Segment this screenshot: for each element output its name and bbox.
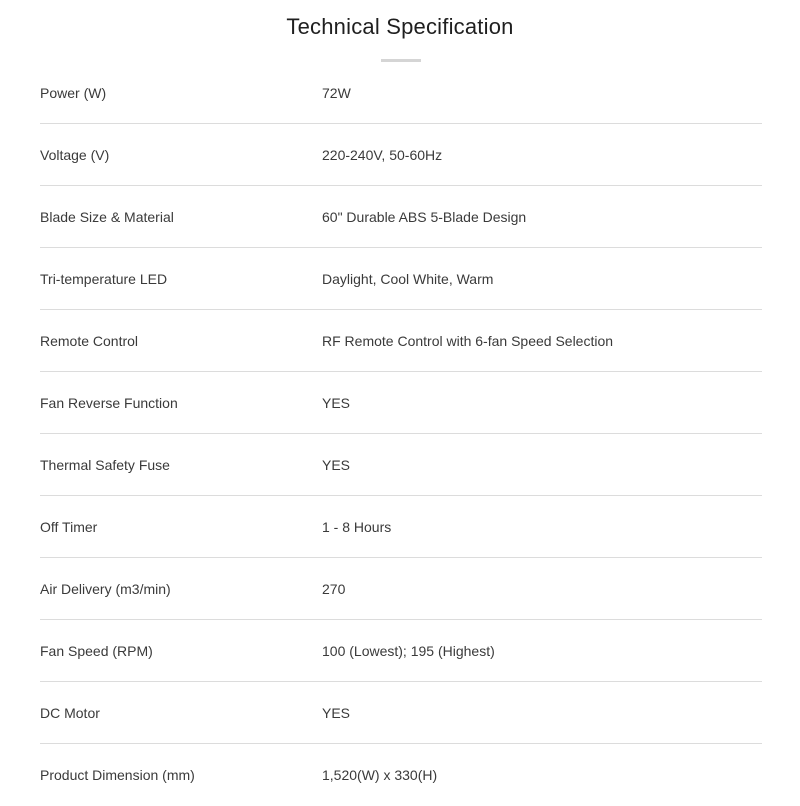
spec-row (40, 434, 762, 496)
spec-value: 1,520(W) x 330(H) (322, 767, 438, 783)
page-title: Technical Specification (286, 14, 514, 39)
spec-label: Thermal Safety Fuse (40, 457, 170, 473)
spec-row (40, 744, 762, 805)
spec-label: Product Dimension (mm) (40, 767, 195, 783)
spec-value: YES (322, 457, 351, 473)
spec-label: Off Timer (40, 519, 98, 535)
spec-label: Tri-temperature LED (40, 271, 168, 287)
spec-label: Fan Speed (RPM) (40, 643, 153, 659)
spec-label: Air Delivery (m3/min) (40, 581, 171, 597)
spec-value: YES (322, 705, 351, 721)
spec-row (40, 372, 762, 434)
spec-label: Fan Reverse Function (40, 395, 178, 411)
spec-value: YES (322, 395, 351, 411)
spec-value: 72W (322, 85, 351, 101)
spec-table (40, 62, 762, 805)
spec-row (40, 310, 762, 372)
spec-row (40, 620, 762, 682)
spec-label: Power (W) (40, 85, 107, 101)
spec-row (40, 62, 762, 124)
spec-row (40, 124, 762, 186)
spec-row (40, 496, 762, 558)
spec-value: 100 (Lowest); 195 (Highest) (322, 643, 495, 659)
spec-row (40, 248, 762, 310)
spec-value: Daylight, Cool White, Warm (322, 271, 494, 287)
spec-row (40, 682, 762, 744)
spec-row (40, 558, 762, 620)
spec-value: RF Remote Control with 6-fan Speed Selection (322, 333, 614, 349)
spec-value: 220-240V, 50-60Hz (322, 147, 443, 163)
spec-value: 60" Durable ABS 5-Blade Design (322, 209, 527, 225)
spec-label: DC Motor (40, 705, 100, 721)
spec-label: Remote Control (40, 333, 139, 349)
spec-value: 1 - 8 Hours (322, 519, 392, 535)
spec-value: 270 (322, 581, 346, 597)
spec-label: Voltage (V) (40, 147, 110, 163)
spec-row (40, 186, 762, 248)
spec-label: Blade Size & Material (40, 209, 174, 225)
